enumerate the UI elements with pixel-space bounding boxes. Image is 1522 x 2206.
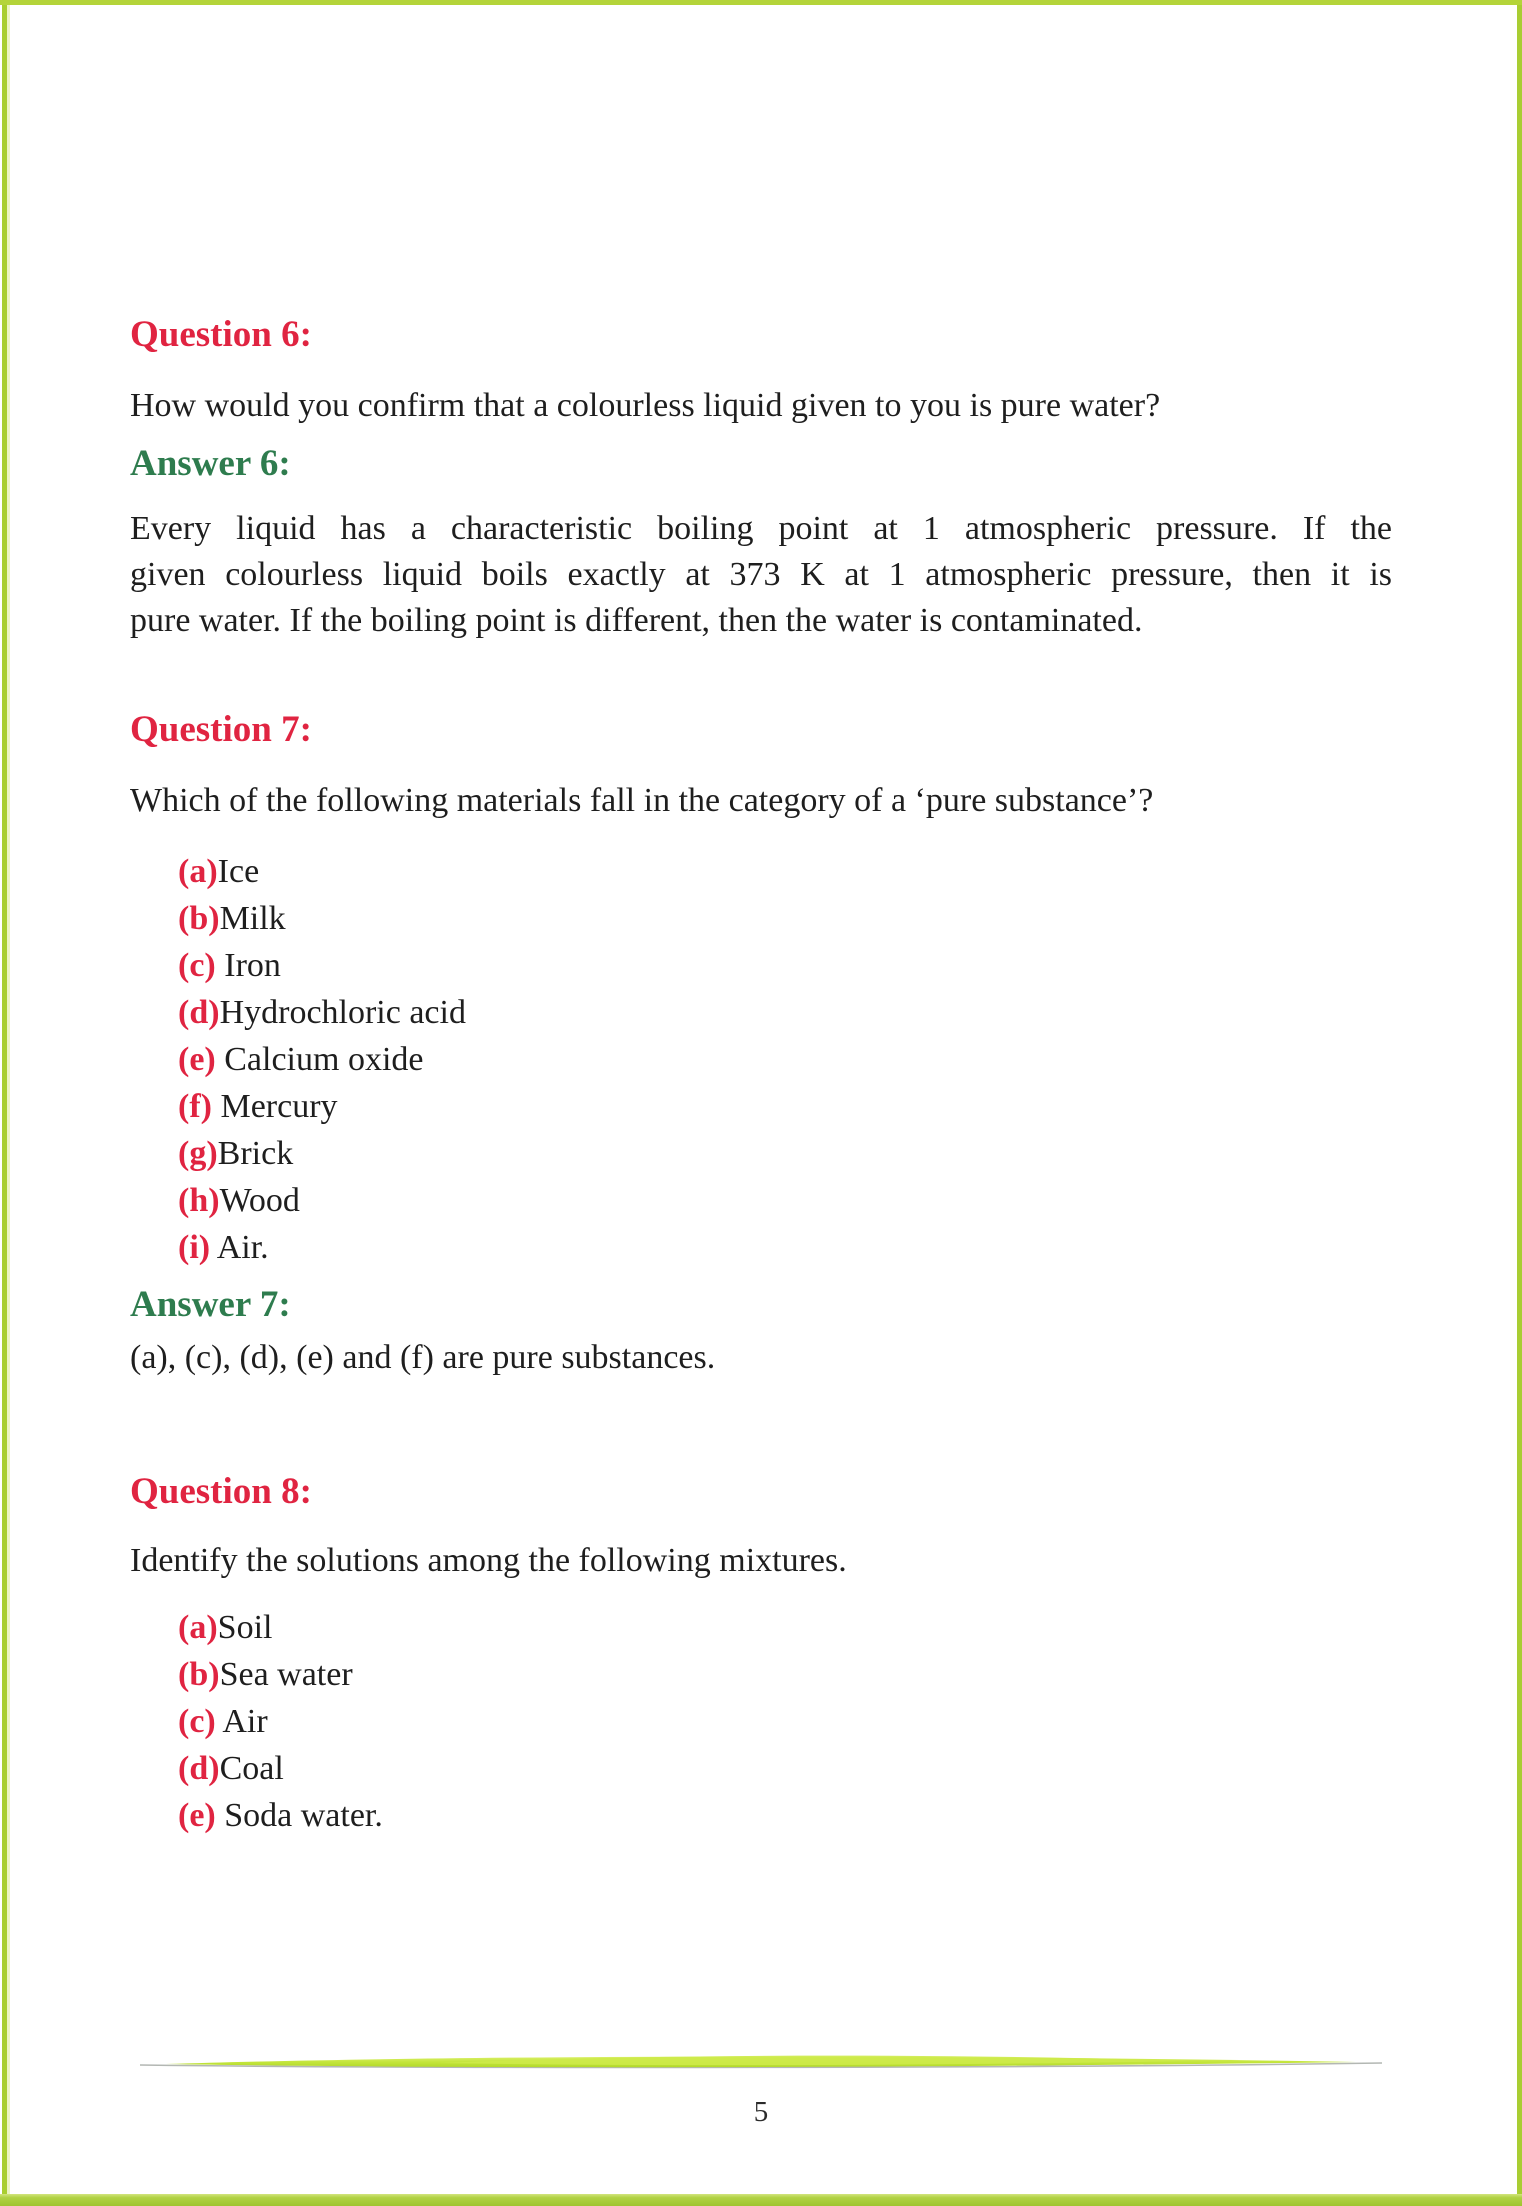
option-item — [178, 1177, 1392, 1224]
page-border-right — [1517, 0, 1522, 2206]
option-item — [178, 1698, 1392, 1745]
question-6-section — [130, 313, 1392, 644]
page-number: 5 — [753, 2096, 769, 2128]
page-divider — [136, 2050, 1386, 2078]
page-border-left — [0, 0, 10, 2206]
option-marker: (a) — [178, 1609, 218, 1646]
option-marker: (e) — [178, 1797, 216, 1834]
option-label: Milk — [219, 900, 286, 937]
option-marker: (c) — [178, 1703, 216, 1740]
answer-7-heading: Answer 7: — [130, 1284, 291, 1325]
option-item — [178, 989, 1392, 1036]
option-label: Calcium oxide — [215, 1041, 424, 1078]
option-marker: (g) — [178, 1135, 218, 1172]
question-7-section — [130, 708, 1392, 1381]
option-item — [178, 895, 1392, 942]
answer-6-line: pure water. If the boiling point is different, then the water is contaminated. — [130, 602, 1143, 639]
question-8-text: Identify the solutions among the following mixtures. — [130, 1542, 847, 1579]
question-7-options — [130, 848, 1392, 1271]
option-label: Sea water — [219, 1656, 353, 1693]
option-label: Mercury — [211, 1088, 338, 1125]
option-item — [178, 1604, 1392, 1651]
question-6-text: How would you confirm that a colourless liquid given to you is pure water? — [130, 387, 1161, 424]
option-item — [178, 1792, 1392, 1839]
question-7-heading: Question 7: — [130, 709, 312, 750]
option-label: Air. — [210, 1229, 269, 1266]
option-item — [178, 1036, 1392, 1083]
option-label: Soil — [217, 1609, 273, 1646]
option-marker: (c) — [178, 947, 216, 984]
divider-swoosh-icon — [136, 2050, 1386, 2078]
question-8-heading: Question 8: — [130, 1471, 312, 1512]
page-content — [130, 313, 1392, 1839]
option-marker: (f) — [178, 1088, 212, 1125]
option-marker: (a) — [178, 853, 218, 890]
option-label: Coal — [219, 1750, 284, 1787]
option-item — [178, 1224, 1392, 1271]
option-marker: (d) — [178, 994, 220, 1031]
option-label: Air — [215, 1703, 268, 1740]
option-item — [178, 1130, 1392, 1177]
option-label: Soda water. — [215, 1797, 383, 1834]
option-marker: (d) — [178, 1750, 220, 1787]
option-label: Wood — [219, 1182, 300, 1219]
option-marker: (b) — [178, 1656, 220, 1693]
option-marker: (b) — [178, 900, 220, 937]
option-label: Iron — [215, 947, 281, 984]
option-marker: (h) — [178, 1182, 220, 1219]
question-8-section — [130, 1470, 1392, 1839]
option-label: Hydrochloric acid — [219, 994, 466, 1031]
option-item — [178, 942, 1392, 989]
option-item — [178, 848, 1392, 895]
page-border-top — [0, 0, 1522, 5]
answer-6-line: Every liquid has a characteristic boiling point at 1 atmospheric pressure. If the — [130, 510, 1392, 547]
option-item — [178, 1651, 1392, 1698]
page-border-bottom — [0, 2194, 1522, 2206]
option-marker: (e) — [178, 1041, 216, 1078]
question-6-heading: Question 6: — [130, 314, 312, 355]
option-marker: (i) — [178, 1229, 211, 1266]
question-8-options — [130, 1604, 1392, 1839]
answer-7-text: (a), (c), (d), (e) and (f) are pure substances. — [130, 1339, 716, 1376]
option-label: Brick — [217, 1135, 294, 1172]
answer-6-line: given colourless liquid boils exactly at 373 K at 1 atmospheric pressure, then it is — [130, 556, 1392, 593]
answer-6-text — [130, 506, 1392, 644]
question-7-text: Which of the following materials fall in the category of a ‘pure substance’? — [130, 782, 1154, 819]
option-item — [178, 1745, 1392, 1792]
option-label: Ice — [217, 853, 260, 890]
option-item — [178, 1083, 1392, 1130]
answer-6-heading: Answer 6: — [130, 443, 291, 484]
